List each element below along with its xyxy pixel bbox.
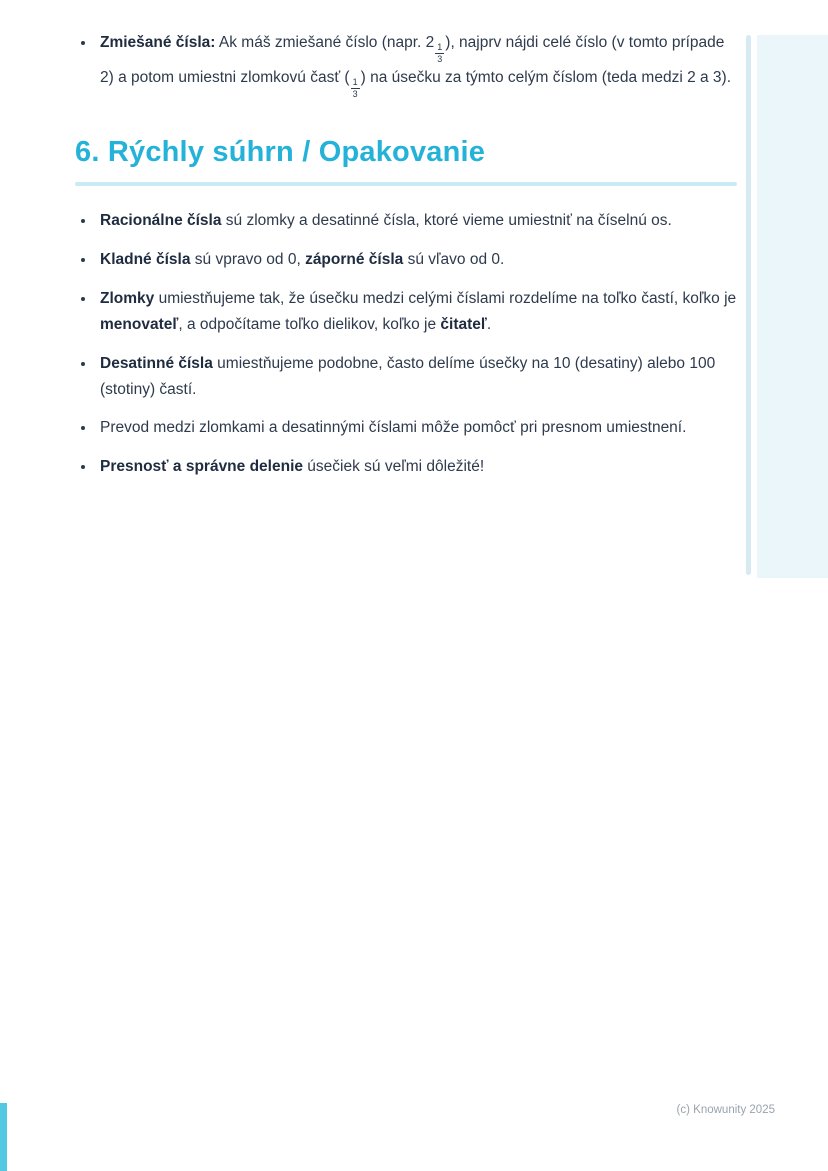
bullet-text: Zlomky umiestňujeme tak, že úsečku medzi celými číslami rozdelíme na toľko častí, koľko je menovateľ, a odpočítame toľko dielikov, koľko je čitateľ. xyxy=(100,289,737,333)
summary-bullet-item xyxy=(96,454,737,480)
summary-bullet-item xyxy=(96,351,737,403)
intro-bullet-item xyxy=(96,30,737,99)
footer-copyright: (c) Knowunity 2025 xyxy=(676,1104,775,1116)
summary-bullet-item xyxy=(96,415,737,441)
right-decor-strip xyxy=(757,35,828,578)
fraction: $\frac{1}{3}$ xyxy=(437,41,443,65)
bullet-text: Racionálne čísla sú zlomky a desatinné čísla, ktoré vieme umiestniť na číselnú os. xyxy=(100,212,672,230)
bullet-text: Kladné čísla sú vpravo od 0, záporné čísla sú vľavo od 0. xyxy=(100,251,505,269)
left-accent-bar xyxy=(0,1103,7,1171)
content-area xyxy=(75,30,737,493)
bullet-text: Zmiešané čísla: Ak máš zmiešané číslo (napr. 2 $\frac{1}{3}$ ), najprv nájdi celé číslo (v tomto prípade 2) a potom umiestni zlomkovú časť ( $\frac{1}{3}$ ) na úsečku za týmto celým číslom (teda medzi 2 a 3). xyxy=(100,34,732,100)
heading-underline xyxy=(75,182,737,186)
summary-bullet-item xyxy=(96,247,737,273)
right-accent-line xyxy=(746,35,751,575)
fraction: $\frac{1}{3}$ xyxy=(352,76,358,100)
summary-bullet-item xyxy=(96,286,737,338)
section-heading: 6. Rýchly súhrn / Opakovanie xyxy=(75,136,486,169)
bullet-text: Prevod medzi zlomkami a desatinnými číslami môže pomôcť pri presnom umiestnení. xyxy=(100,419,687,437)
summary-bullet-item xyxy=(96,208,737,234)
summary-bullet-list xyxy=(75,208,737,480)
bullet-text: Presnosť a správne delenie úsečiek sú veľmi dôležité! xyxy=(100,458,485,476)
bullet-text: Desatinné čísla umiestňujeme podobne, často delíme úsečky na 10 (desatiny) alebo 100 (stotiny) častí. xyxy=(100,354,716,398)
intro-bullet-list xyxy=(75,30,737,99)
